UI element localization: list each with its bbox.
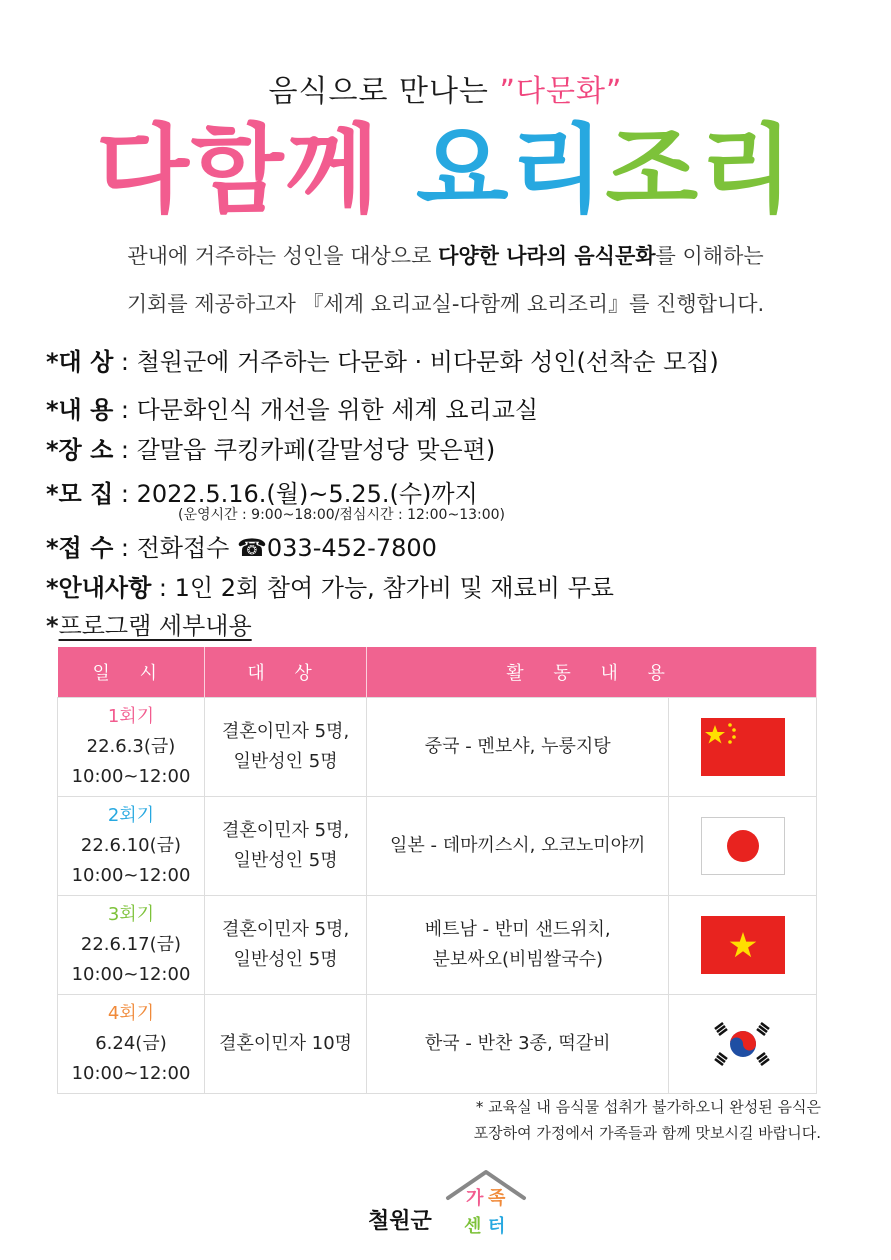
info-value: : 전화접수 ☎033-452-7800 [113, 534, 437, 562]
title-part-3: 조리 [605, 114, 795, 226]
session-cell [58, 797, 205, 896]
flag-cell [669, 896, 817, 995]
info-notice [46, 568, 614, 603]
session-time: 10:00~12:00 [71, 766, 191, 787]
info-value: : 갈말읍 쿠킹카페(갈말성당 맞은편) [113, 436, 496, 464]
flag-cell [669, 797, 817, 896]
info-value: : 철원군에 거주하는 다문화 · 비다문화 성인(선착순 모집) [113, 348, 719, 376]
subtitle-accent: ”다문화” [499, 74, 623, 109]
activity-cell: 베트남 - 반미 샌드위치, 분보싸오(비빔쌀국수) [367, 896, 669, 995]
vietnam-flag-icon [701, 916, 785, 974]
footnote-line-2: 포장하여 가정에서 가족들과 함께 맛보시길 바랍니다. [473, 1124, 821, 1142]
intro-line-1 [0, 240, 891, 270]
title-part-2: 요리 [415, 114, 606, 226]
subtitle-prefix: 음식으로 만나는 [268, 74, 500, 109]
target-cell: 결혼이민자 5명, 일반성인 5명 [204, 797, 366, 896]
program-heading [46, 606, 252, 641]
session-date: 22.6.17(금) [80, 934, 182, 955]
activity-cell: 일본 - 데마끼스시, 오코노미야끼 [367, 797, 669, 896]
info-content [46, 390, 538, 425]
session-cell [58, 698, 205, 797]
target-cell: 결혼이민자 5명, 일반성인 5명 [204, 698, 366, 797]
title-part-1: 다함께 [96, 114, 416, 226]
logo-org-name: 철원군 [368, 1209, 432, 1234]
session-date: 22.6.10(금) [80, 835, 182, 856]
session-cell [58, 896, 205, 995]
logo-char-1: 가 [466, 1188, 484, 1209]
table-row [58, 698, 817, 797]
target-cell: 결혼이민자 10명 [204, 995, 366, 1094]
header-datetime: 일 시 [58, 647, 205, 698]
intro-line-1-post: 를 이해하는 [655, 244, 764, 268]
table-row [58, 797, 817, 896]
china-flag-icon [701, 718, 785, 776]
flag-cell [669, 995, 817, 1094]
session-label: 2회기 [107, 805, 155, 826]
header-target: 대 상 [204, 647, 366, 698]
main-title [0, 110, 891, 230]
japan-flag-icon [701, 817, 785, 875]
flag-cell [669, 698, 817, 797]
schedule-table [57, 647, 817, 1094]
session-date: 22.6.3(금) [86, 736, 176, 757]
session-time: 10:00~12:00 [71, 1063, 191, 1084]
intro-line-1-bold: 다양한 나라의 음식문화 [438, 244, 656, 268]
house-roof-icon [444, 1168, 528, 1240]
activity-cell: 중국 - 멘보샤, 누룽지탕 [367, 698, 669, 797]
session-time: 10:00~12:00 [71, 964, 191, 985]
footnote [474, 1094, 821, 1146]
logo-char-3: 센 [464, 1216, 482, 1237]
info-value: : 1인 2회 참여 가능, 참가비 및 재료비 무료 [151, 574, 614, 602]
hours-note: (운영시간 : 9:00~18:00/점심시간 : 12:00~13:00) [178, 507, 506, 523]
info-place [46, 430, 495, 465]
info-label: *장 소 [46, 436, 114, 464]
logo-char-2: 족 [488, 1188, 506, 1209]
table-row [58, 995, 817, 1094]
target-cell: 결혼이민자 5명, 일반성인 5명 [204, 896, 366, 995]
header-activity: 활 동 내 용 [367, 647, 817, 698]
info-label: *대 상 [46, 348, 114, 376]
family-center-logo [368, 1168, 528, 1240]
info-label: *접 수 [46, 534, 114, 562]
info-label: *모 집 [46, 480, 114, 508]
logo-char-4: 터 [488, 1216, 506, 1237]
table-header-row [58, 647, 817, 698]
program-heading-text: 프로그램 세부내용 [58, 612, 252, 640]
korea-flag-icon [701, 1015, 785, 1073]
subtitle [0, 66, 891, 110]
footnote-line-1: * 교육실 내 음식물 섭취가 불가하오니 완성된 음식은 [475, 1098, 821, 1116]
activity-cell: 한국 - 반찬 3종, 떡갈비 [367, 995, 669, 1094]
session-cell [58, 995, 205, 1094]
info-value: : 2022.5.16.(월)~5.25.(수)까지 [113, 480, 478, 508]
info-reception [46, 528, 437, 563]
intro-line-2: 기회를 제공하고자 『세계 요리교실-다함께 요리조리』를 진행합니다. [126, 292, 765, 316]
info-label: *내 용 [46, 396, 114, 424]
session-date: 6.24(금) [95, 1033, 167, 1054]
info-target [46, 342, 719, 377]
session-label: 1회기 [107, 706, 155, 727]
session-time: 10:00~12:00 [71, 865, 191, 886]
info-value: : 다문화인식 개선을 위한 세계 요리교실 [113, 396, 539, 424]
table-row [58, 896, 817, 995]
program-heading-star: * [46, 612, 59, 640]
intro-line-1-pre: 관내에 거주하는 성인을 대상으로 [127, 244, 439, 268]
session-label: 3회기 [107, 904, 155, 925]
info-label: *안내사항 [46, 574, 152, 602]
session-label: 4회기 [107, 1003, 155, 1024]
